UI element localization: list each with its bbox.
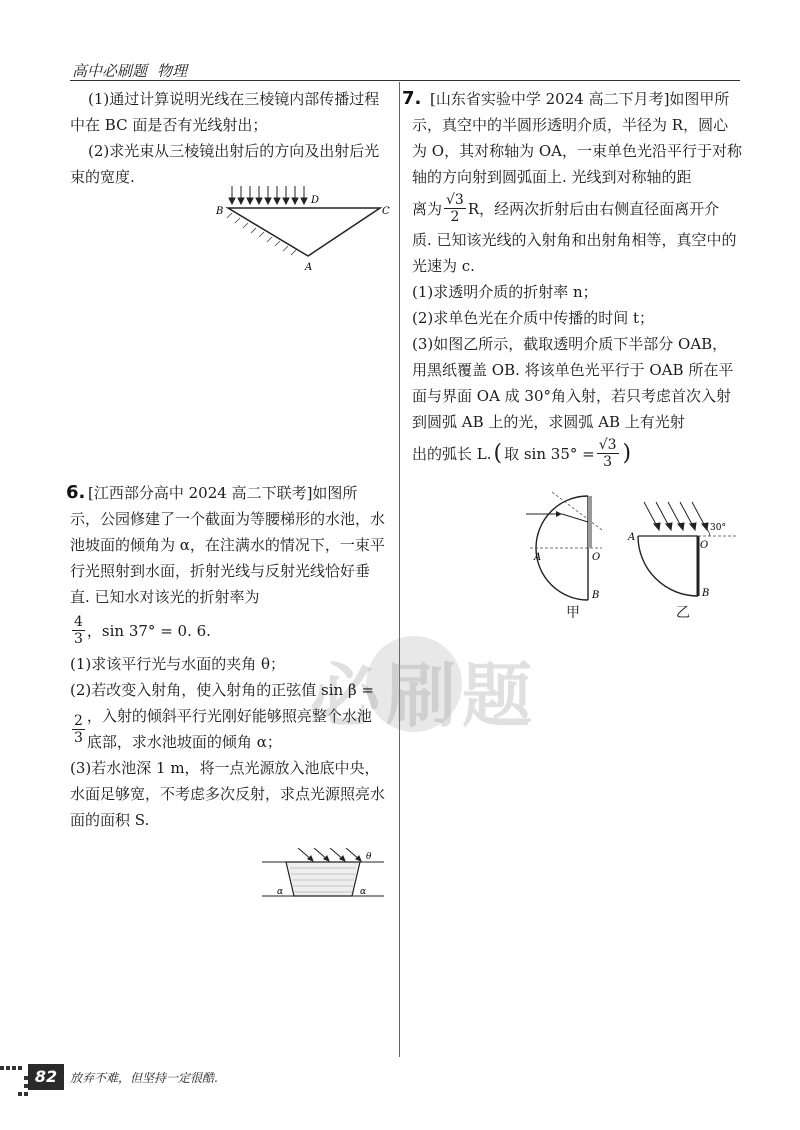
figure-yi xyxy=(624,488,744,608)
label-theta: θ xyxy=(366,852,372,862)
q7-distance-post: R，经两次折射后由右侧直径面离开介 xyxy=(467,199,720,218)
paren-open: ( xyxy=(493,440,503,466)
fraction-denominator: 2 xyxy=(450,209,460,225)
label-O: O xyxy=(592,552,601,563)
fraction xyxy=(444,192,466,225)
q7-part3: (3)如图乙所示，截取透明介质下半部分 OAB，用黑纸覆盖 OB. 将该单色光平行于 OAB 所在平面与界面 OA 成 30°角入射，若只考虑首次入射到圆弧 AB 上的光，求圆弧 AB 上有光射 xyxy=(412,335,734,431)
prism-figure xyxy=(210,180,400,280)
fraction-denominator: 3 xyxy=(603,454,613,470)
label-B2: B xyxy=(702,588,710,599)
label-A2: A xyxy=(628,532,636,543)
label-B: B xyxy=(592,590,600,601)
caption-yi: 乙 xyxy=(676,605,690,621)
q7-part3-end xyxy=(412,437,742,470)
fraction-denominator: 3 xyxy=(74,729,83,746)
label-A: A xyxy=(534,552,542,563)
footer-motto: 放弃不难，但坚持一定很酷. xyxy=(70,1071,218,1085)
label-D: D xyxy=(311,195,320,206)
q6-part1: (1)求该平行光与水面的夹角 θ； xyxy=(70,655,286,673)
label-alpha-right: α xyxy=(360,887,367,897)
q6-part3: (3)若水池深 1 m，将一点光源放入池底中央，水面足够宽，不考虑多次反射，求点光源照亮水面的面积 S. xyxy=(70,759,386,829)
fraction xyxy=(72,713,85,746)
q7-intro: [山东省实验中学 2024 高二下月考]如图甲所示，真空中的半圆形透明介质，半径为 R，圆心为 O，其对称轴为 OA，一束单色光沿平行于对称轴的方向射到圆弧面上. 光线到对称轴的距 xyxy=(412,90,742,186)
fraction-numerator: 4 xyxy=(74,614,83,630)
q7-number: 7. xyxy=(402,88,422,109)
page-number: 82 xyxy=(28,1064,64,1090)
figure-jia xyxy=(522,488,612,608)
q6-part2-text: ，入射的倾斜平行光刚好能够照亮整个水池底部，求水池坡面的倾角 α； xyxy=(86,707,372,751)
label-B: B xyxy=(216,206,224,217)
q7-part2: (2)求单色光在介质中传播的时间 t； xyxy=(412,309,655,327)
fraction xyxy=(597,437,619,470)
label-A: A xyxy=(305,262,313,273)
q5-tail xyxy=(70,86,386,190)
q5-part2: (2)求光束从三棱镜出射后的方向及出射后光束的宽度. xyxy=(70,142,380,186)
q6-intro: [江西部分高中 2024 高二下联考]如图所示，公园修建了一个截面为等腰梯形的水池，水池坡面的倾角为 α，在注满水的情况下，一束平行光照射到水面，折射光线与反射光线恰好垂直. 已知水对该光的折射率为 xyxy=(70,484,386,606)
q6-number: 6. xyxy=(66,482,86,503)
caption-jia: 甲 xyxy=(566,605,580,621)
paren-close: ) xyxy=(622,440,632,466)
q7-distance xyxy=(412,192,742,225)
q7-intro2: 质. 已知该光线的入射角和出射角相等，真空中的光速为 c. xyxy=(412,231,737,275)
q6-refractive-index xyxy=(70,614,386,647)
fraction-numerator: 2 xyxy=(74,712,83,729)
pool-figure xyxy=(258,848,388,906)
q6-sin-note: ，sin 37° = 0. 6. xyxy=(86,621,211,640)
label-angle: 30° xyxy=(710,523,726,533)
fraction xyxy=(72,614,85,647)
label-O2: O xyxy=(700,540,709,551)
subject-title: 物理 xyxy=(157,62,188,80)
header-rule xyxy=(70,80,740,81)
q6-part2b xyxy=(70,703,386,755)
q7-block xyxy=(402,86,742,470)
fraction-denominator: 3 xyxy=(74,631,83,647)
q6-part2a: (2)若改变入射角，使入射角的正弦值 sin β = xyxy=(70,681,374,699)
label-alpha-left: α xyxy=(277,887,284,897)
q5-part1: (1)通过计算说明光线在三棱镜内部传播过程中在 BC 面是否有光线射出； xyxy=(70,90,380,134)
q6-block xyxy=(66,480,386,833)
q7-part1: (1)求透明介质的折射率 n； xyxy=(412,283,598,301)
label-C: C xyxy=(382,206,390,217)
q7-part3-end-text: 出的弧长 L. xyxy=(412,444,492,463)
watermark: 必刷题 xyxy=(310,655,538,737)
q7-hint: 取 sin 35° = xyxy=(504,444,595,463)
book-title: 高中必刷题 xyxy=(72,62,148,80)
fraction-numerator: √3 xyxy=(598,437,617,453)
running-header xyxy=(72,60,187,81)
q7-distance-pre: 离为 xyxy=(412,199,443,218)
fraction-numerator: √3 xyxy=(446,192,464,208)
